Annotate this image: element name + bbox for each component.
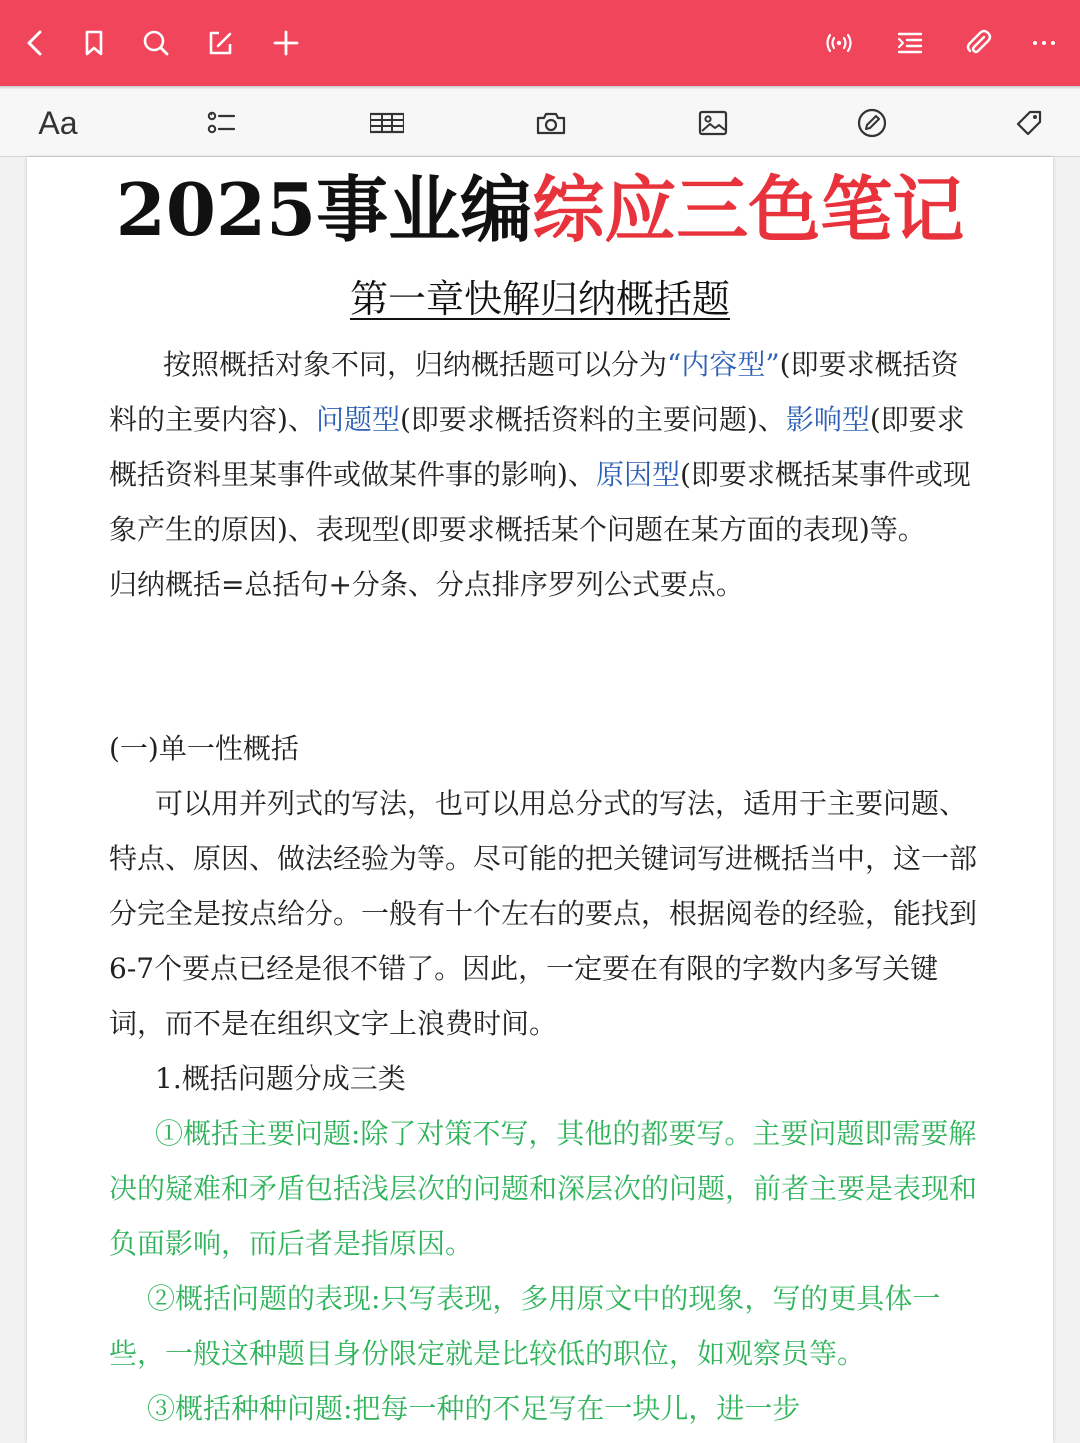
font-format-button[interactable] (34, 101, 82, 145)
document-title (27, 165, 1053, 255)
intro-paragraph (109, 337, 985, 612)
subheading: 1.概括问题分成三类 (155, 1062, 406, 1095)
document-page[interactable] (27, 157, 1053, 1443)
green-note-2: ②概括问题的表现:只写表现，多用原文中的现象，写的更具体一些，一般这种题目身份限定就是比较低的职位，如观察员等。 (109, 1282, 941, 1370)
intro-segment: 按照概括对象不同，归纳概括题可以分为 (163, 348, 668, 381)
attach-icon[interactable] (956, 21, 1000, 65)
intro-text (109, 337, 985, 557)
green-note-3: ③概括种种问题:把每一种的不足写在一块儿，进一步 (147, 1392, 801, 1425)
chapter-heading: 第一章快解归纳概括题 (349, 277, 730, 321)
broadcast-icon[interactable] (817, 21, 861, 65)
back-icon[interactable] (14, 21, 58, 65)
type-keyword: 问题型 (315, 403, 400, 436)
type-keyword: “内容型” (667, 348, 780, 381)
add-icon[interactable] (264, 21, 308, 65)
intro-segment: (即要求概括资料里某事件或做某件事的影响)、 (109, 403, 965, 491)
section-block (109, 721, 985, 1436)
intro-segment: (即要求概括某事件或现象产生的原因)、表现型(即要求概括某个问题在某方面的表现)等。 (109, 458, 971, 546)
section-heading: (一)单一性概括 (109, 732, 299, 765)
type-keyword: 原因型 (595, 458, 680, 491)
title-red-part: 综应三色笔记 (532, 167, 965, 252)
intro-segment: (即要求概括资料的主要内容)、 (109, 348, 959, 436)
image-icon[interactable] (690, 101, 736, 145)
intro-segment: (即要求概括资料的主要问题)、 (399, 403, 786, 436)
list-icon[interactable] (198, 101, 244, 145)
top-bar (0, 0, 1080, 86)
table-icon[interactable] (364, 101, 410, 145)
edit-icon[interactable] (198, 21, 242, 65)
type-keyword: 影响型 (785, 403, 870, 436)
font-format-label: Aa (38, 104, 78, 141)
more-icon[interactable] (1022, 21, 1066, 65)
formula-line: 归纳概括=总括句+分条、分点排序罗列公式要点。 (109, 568, 744, 601)
search-icon[interactable] (134, 21, 178, 65)
outline-icon[interactable] (888, 21, 932, 65)
section-paragraph: 可以用并列式的写法，也可以用总分式的写法，适用于主要问题、特点、原因、做法经验为等。尽可能的把关键词写进概括当中，这一部分完全是按点给分。一般有十个左右的要点，根据阅卷的经验，能找到6-7个要点已经是很不错了。因此，一定要在有限的字数内多写关键词，而不是在组织文字上浪费时间。 (109, 787, 978, 1040)
format-toolbar (0, 89, 1080, 157)
title-black-part: 2025事业编 (115, 167, 533, 252)
green-note-1: ①概括主要问题:除了对策不写，其他的都要写。主要问题即需要解决的疑难和矛盾包括浅层次的问题和深层次的问题，前者主要是表现和负面影响，而后者是指原因。 (109, 1117, 978, 1260)
bookmark-icon[interactable] (72, 21, 116, 65)
pen-icon[interactable] (849, 101, 895, 145)
camera-icon[interactable] (528, 101, 574, 145)
tag-icon[interactable] (1006, 101, 1052, 145)
